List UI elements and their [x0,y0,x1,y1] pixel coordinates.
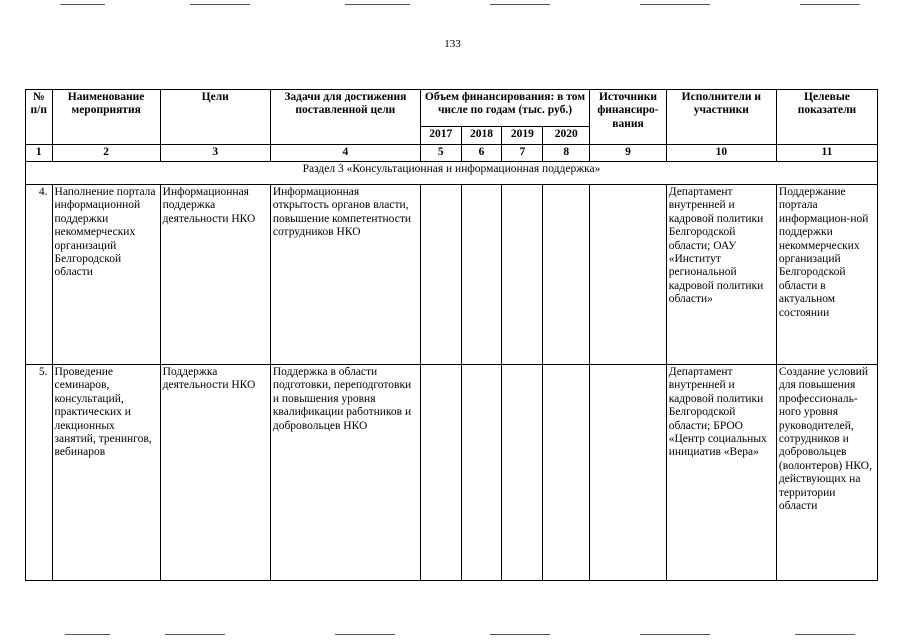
funding-2018 [461,185,502,365]
column-number: 8 [543,145,590,162]
top-edge-line [190,4,250,5]
funding-2018 [461,365,502,581]
column-number: 10 [666,145,776,162]
header-name: Наименование мероприятия [52,90,160,145]
funding-2020 [543,185,590,365]
header-year: 2018 [461,127,502,145]
top-edge-line [800,4,860,5]
header-year: 2017 [420,127,461,145]
header-goals: Цели [160,90,270,145]
funding-2019 [502,365,543,581]
header-tasks: Задачи для достижения поставленной цели [270,90,420,145]
funding-2017 [420,185,461,365]
program-table [25,89,878,581]
bottom-edge-line [640,634,710,635]
event-goal: Поддержка деятельности НКО [160,365,270,581]
section-row [26,162,878,185]
header-year: 2020 [543,127,590,145]
header-sources: Источники финансиро-вания [590,90,667,145]
event-name: Наполнение портала информационной поддержки некоммерческих организаций Белгородской области [52,185,160,365]
header-executors: Исполнители и участники [666,90,776,145]
funding-2017 [420,365,461,581]
column-number: 6 [461,145,502,162]
event-name: Проведение семинаров, консультаций, практических и лекционных занятий, тренингов, вебинаров [52,365,160,581]
top-edge-line [60,4,105,5]
bottom-edge-line [65,634,110,635]
header-funding: Объем финансирования: в том числе по годам (тыс. руб.) [420,90,589,127]
funding-2019 [502,185,543,365]
event-task: Поддержка в области подготовки, переподготовки и повышения уровня квалификации работников и добровольцев НКО [270,365,420,581]
top-edge-line [490,4,550,5]
bottom-edge-line [490,634,550,635]
event-target: Поддержание портала информацион-ной поддержки некоммерческих организаций Белгородской области в актуальном состоянии [776,185,877,365]
funding-source [590,365,667,581]
column-number: 7 [502,145,543,162]
table-row [26,365,878,581]
column-number: 3 [160,145,270,162]
event-executors: Департамент внутренней и кадровой политики Белгородской области; ОАУ «Институт региональной кадровой политики области» [666,185,776,365]
column-number-row [26,145,878,162]
row-number: 5. [26,365,53,581]
column-number: 2 [52,145,160,162]
bottom-edge-line [335,634,395,635]
bottom-edge-line [795,634,855,635]
page-number: 133 [444,38,461,50]
event-goal: Информационная поддержка деятельности НКО [160,185,270,365]
section-title: Раздел 3 «Консультационная и информационная поддержка» [26,162,878,185]
event-target: Создание условий для повышения профессиональ-ного уровня руководителей, сотрудников и добровольцев (волонтеров) НКО, действующих на территории области [776,365,877,581]
funding-source [590,185,667,365]
header-year: 2019 [502,127,543,145]
funding-2020 [543,365,590,581]
top-edge-line [640,4,710,5]
bottom-edge-line [165,634,225,635]
table-row [26,185,878,365]
event-executors: Департамент внутренней и кадровой политики Белгородской области; БРОО «Центр социальных инициатив «Вера» [666,365,776,581]
header-targets: Целевые показатели [776,90,877,145]
column-number: 9 [590,145,667,162]
event-task: Информационная открытость органов власти, повышение компетентности сотрудников НКО [270,185,420,365]
row-number: 4. [26,185,53,365]
column-number: 1 [26,145,53,162]
top-edge-line [345,4,410,5]
column-number: 5 [420,145,461,162]
column-number: 4 [270,145,420,162]
header-num: № п/п [26,90,53,145]
header-row [26,90,878,127]
column-number: 11 [776,145,877,162]
